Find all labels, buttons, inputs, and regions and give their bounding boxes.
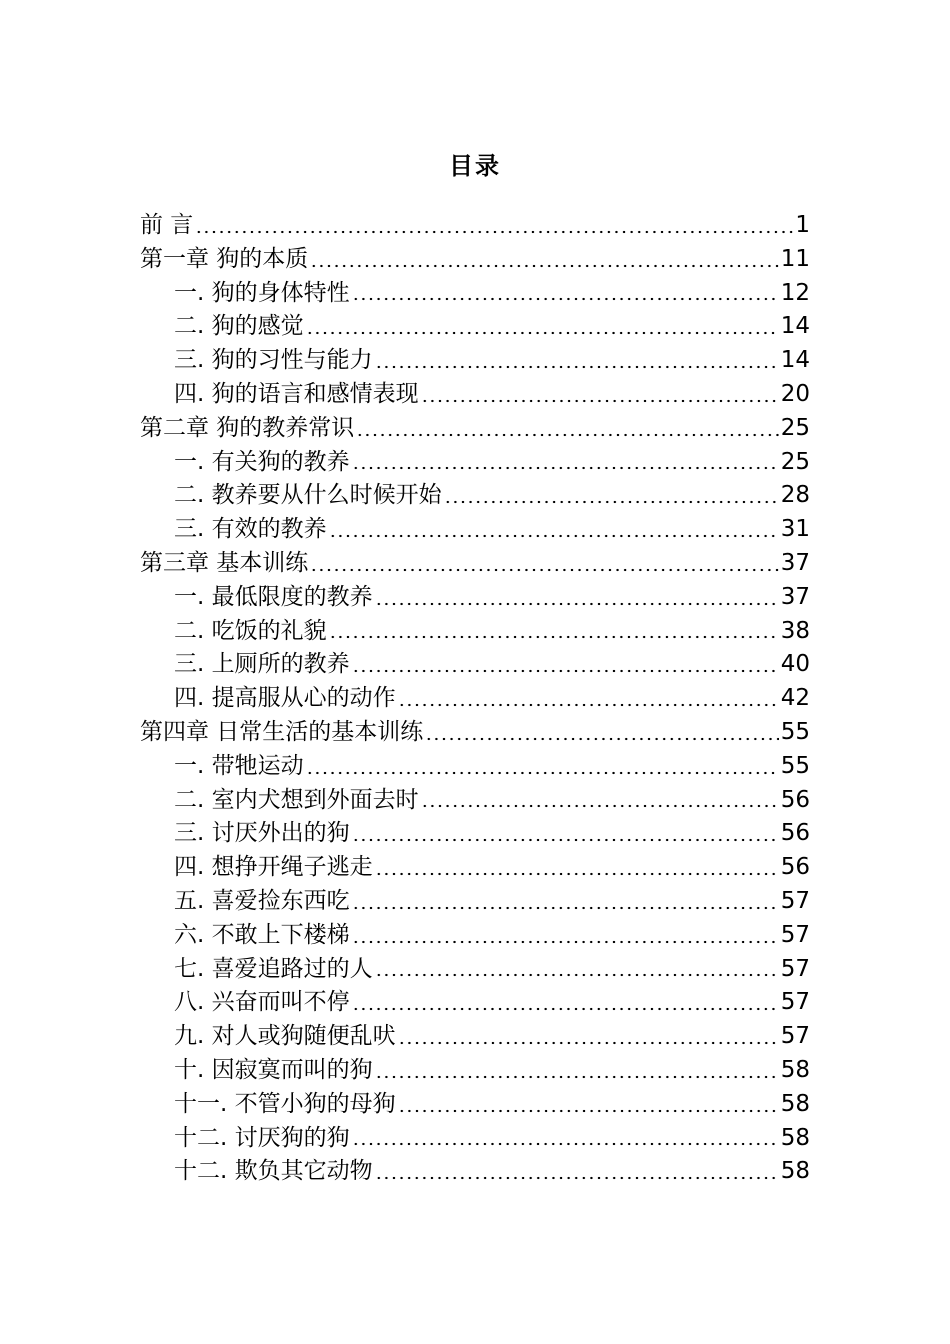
toc-section-entry[interactable] bbox=[140, 310, 810, 344]
dot-leader bbox=[352, 297, 779, 301]
toc-entry-label: 三. 上厕所的教养 bbox=[174, 651, 350, 678]
toc-entry-label: 九. 对人或狗随便乱吠 bbox=[174, 1023, 396, 1050]
toc-entry-label: 二. 室内犬想到外面去时 bbox=[174, 786, 419, 813]
toc-entry-label: 第一章 狗的本质 bbox=[140, 245, 309, 272]
toc-entry-page-number: 37 bbox=[780, 549, 810, 576]
toc-entry-page-number: 20 bbox=[780, 380, 810, 407]
toc-entry-page-number: 57 bbox=[780, 1023, 810, 1050]
toc-section-entry[interactable] bbox=[140, 446, 810, 480]
dot-leader bbox=[352, 669, 779, 673]
toc-entry-label: 六. 不敢上下楼梯 bbox=[174, 921, 350, 948]
toc-entry-label: 七. 喜爱追路过的人 bbox=[174, 955, 373, 982]
toc-chapter-entry[interactable] bbox=[140, 209, 810, 243]
toc-entry-label: 三. 有效的教养 bbox=[174, 516, 327, 543]
dot-leader bbox=[398, 1109, 779, 1113]
toc-section-entry[interactable] bbox=[140, 1155, 810, 1189]
toc-entry-label: 三. 狗的习性与能力 bbox=[174, 347, 373, 374]
toc-section-entry[interactable] bbox=[140, 682, 810, 716]
toc-section-entry[interactable] bbox=[140, 1088, 810, 1122]
toc-entry-page-number: 57 bbox=[780, 989, 810, 1016]
toc-entry-label: 一. 最低限度的教养 bbox=[174, 583, 373, 610]
toc-entry-label: 四. 想挣开绳子逃走 bbox=[174, 854, 373, 881]
dot-leader bbox=[375, 1075, 779, 1079]
toc-entry-label: 十. 因寂寞而叫的狗 bbox=[174, 1056, 373, 1083]
dot-leader bbox=[352, 940, 779, 944]
toc-entry-page-number: 12 bbox=[780, 279, 810, 306]
toc-section-entry[interactable] bbox=[140, 277, 810, 311]
toc-entry-page-number: 40 bbox=[780, 651, 810, 678]
toc-section-entry[interactable] bbox=[140, 1122, 810, 1156]
dot-leader bbox=[444, 500, 779, 504]
toc-chapter-entry[interactable] bbox=[140, 243, 810, 277]
dot-leader bbox=[352, 1142, 779, 1146]
toc-entry-label: 一. 带牠运动 bbox=[174, 752, 304, 779]
toc-entry-page-number: 58 bbox=[780, 1090, 810, 1117]
toc-section-entry[interactable] bbox=[140, 784, 810, 818]
toc-entry-page-number: 25 bbox=[780, 414, 810, 441]
toc-entry-label: 二. 教养要从什么时候开始 bbox=[174, 482, 442, 509]
dot-leader bbox=[310, 264, 778, 268]
dot-leader bbox=[421, 804, 779, 808]
dot-leader bbox=[310, 568, 778, 572]
toc-entry-label: 八. 兴奋而叫不停 bbox=[174, 989, 350, 1016]
toc-chapter-entry[interactable] bbox=[140, 547, 810, 581]
toc-entry-label: 二. 狗的感觉 bbox=[174, 313, 304, 340]
toc-entry-label: 十二. 讨厌狗的狗 bbox=[174, 1124, 350, 1151]
toc-entry-label: 第二章 狗的教养常识 bbox=[140, 414, 355, 441]
dot-leader bbox=[306, 331, 779, 335]
toc-section-entry[interactable] bbox=[140, 1020, 810, 1054]
toc-list bbox=[140, 209, 810, 1189]
dot-leader bbox=[398, 1041, 779, 1045]
toc-entry-page-number: 56 bbox=[780, 854, 810, 881]
toc-entry-page-number: 56 bbox=[780, 820, 810, 847]
toc-chapter-entry[interactable] bbox=[140, 716, 810, 750]
dot-leader bbox=[375, 602, 779, 606]
toc-entry-page-number: 14 bbox=[780, 313, 810, 340]
dot-leader bbox=[329, 635, 779, 639]
toc-entry-page-number: 58 bbox=[780, 1124, 810, 1151]
toc-section-entry[interactable] bbox=[140, 919, 810, 953]
toc-section-entry[interactable] bbox=[140, 885, 810, 919]
toc-entry-label: 一. 有关狗的教养 bbox=[174, 448, 350, 475]
dot-leader bbox=[306, 771, 779, 775]
toc-chapter-entry[interactable] bbox=[140, 412, 810, 446]
toc-section-entry[interactable] bbox=[140, 986, 810, 1020]
toc-section-entry[interactable] bbox=[140, 1054, 810, 1088]
toc-entry-page-number: 38 bbox=[780, 617, 810, 644]
dot-leader bbox=[421, 399, 779, 403]
toc-entry-page-number: 57 bbox=[780, 921, 810, 948]
toc-entry-label: 第三章 基本训练 bbox=[140, 549, 309, 576]
toc-entry-page-number: 57 bbox=[780, 955, 810, 982]
toc-entry-page-number: 58 bbox=[780, 1158, 810, 1185]
dot-leader bbox=[352, 838, 779, 842]
dot-leader bbox=[195, 230, 793, 234]
dot-leader bbox=[356, 433, 778, 437]
toc-section-entry[interactable] bbox=[140, 648, 810, 682]
toc-entry-label: 十一. 不管小狗的母狗 bbox=[174, 1090, 396, 1117]
dot-leader bbox=[398, 703, 779, 707]
dot-leader bbox=[375, 1176, 779, 1180]
toc-section-entry[interactable] bbox=[140, 750, 810, 784]
toc-section-entry[interactable] bbox=[140, 953, 810, 987]
toc-entry-label: 二. 吃饭的礼貌 bbox=[174, 617, 327, 644]
toc-section-entry[interactable] bbox=[140, 378, 810, 412]
toc-section-entry[interactable] bbox=[140, 581, 810, 615]
toc-entry-page-number: 25 bbox=[780, 448, 810, 475]
toc-entry-page-number: 55 bbox=[780, 752, 810, 779]
dot-leader bbox=[352, 1007, 779, 1011]
toc-entry-page-number: 11 bbox=[780, 245, 810, 272]
toc-entry-label: 前 言 bbox=[140, 212, 194, 238]
toc-entry-page-number: 37 bbox=[780, 583, 810, 610]
toc-entry-label: 一. 狗的身体特性 bbox=[174, 279, 350, 306]
toc-entry-page-number: 1 bbox=[795, 212, 810, 238]
toc-entry-page-number: 28 bbox=[780, 482, 810, 509]
toc-entry-label: 四. 提高服从心的动作 bbox=[174, 685, 396, 712]
toc-section-entry[interactable] bbox=[140, 851, 810, 885]
dot-leader bbox=[375, 973, 779, 977]
toc-entry-page-number: 14 bbox=[780, 347, 810, 374]
toc-section-entry[interactable] bbox=[140, 615, 810, 649]
dot-leader bbox=[375, 365, 779, 369]
dot-leader bbox=[329, 534, 779, 538]
toc-section-entry[interactable] bbox=[140, 344, 810, 378]
toc-entry-label: 三. 讨厌外出的狗 bbox=[174, 820, 350, 847]
toc-section-entry[interactable] bbox=[140, 513, 810, 547]
toc-section-entry[interactable] bbox=[140, 479, 810, 513]
toc-entry-label: 五. 喜爱捡东西吃 bbox=[174, 887, 350, 914]
toc-entry-page-number: 55 bbox=[780, 718, 810, 745]
toc-entry-page-number: 57 bbox=[780, 887, 810, 914]
toc-entry-label: 四. 狗的语言和感情表现 bbox=[174, 380, 419, 407]
toc-entry-page-number: 56 bbox=[780, 786, 810, 813]
toc-entry-page-number: 31 bbox=[780, 516, 810, 543]
dot-leader bbox=[375, 872, 779, 876]
toc-entry-page-number: 42 bbox=[780, 685, 810, 712]
toc-section-entry[interactable] bbox=[140, 817, 810, 851]
toc-entry-page-number: 58 bbox=[780, 1056, 810, 1083]
dot-leader bbox=[352, 906, 779, 910]
dot-leader bbox=[425, 737, 778, 741]
toc-title: 目录 bbox=[449, 152, 501, 180]
toc-entry-label: 十二. 欺负其它动物 bbox=[174, 1158, 373, 1185]
toc-entry-label: 第四章 日常生活的基本训练 bbox=[140, 718, 424, 745]
dot-leader bbox=[352, 466, 779, 470]
